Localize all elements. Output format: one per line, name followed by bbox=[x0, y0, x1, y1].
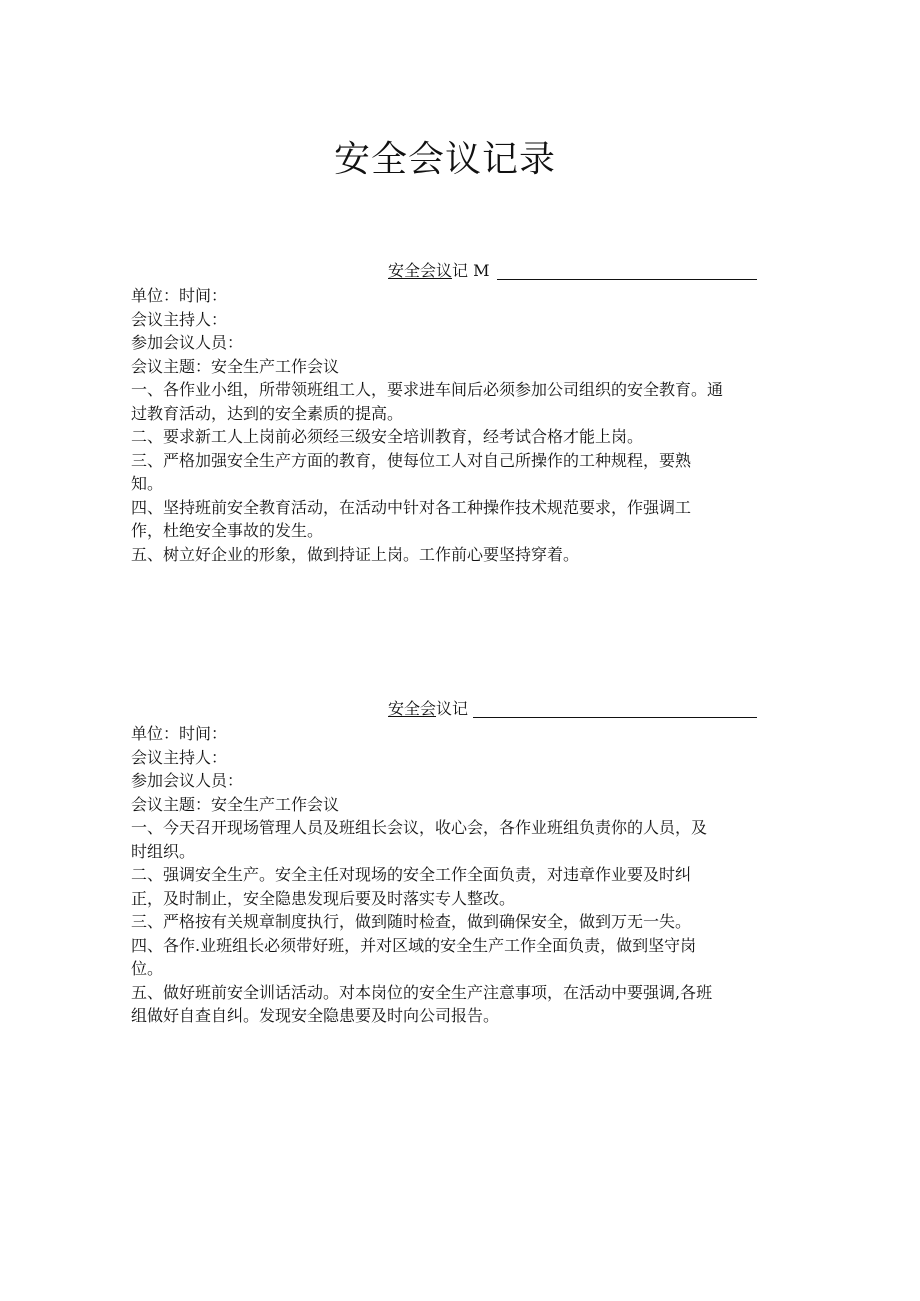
record-line: 作，杜绝安全事故的发生。 bbox=[131, 521, 324, 540]
record-heading-text bbox=[388, 260, 490, 282]
record-line: 过教育活动，达到的安全素质的提高。 bbox=[131, 403, 404, 423]
record-heading-rest: 记 M bbox=[452, 261, 490, 280]
record-line: 一、今天召开现场管理人员及班组长会议，收心会，各作业班组负责你的人员，及 bbox=[131, 818, 708, 837]
record-line: 参加会议人员： bbox=[131, 771, 244, 790]
record-heading bbox=[131, 258, 757, 284]
record-line: 五、做好班前安全训话活动。对本岗位的安全生产注意事项，在活动中要强调,各班 bbox=[131, 982, 713, 1002]
meeting-record-2 bbox=[131, 696, 771, 1028]
record-line: 参加会议人员： bbox=[131, 333, 244, 352]
record-heading-rest: 议记 bbox=[436, 699, 469, 718]
record-line: 知。 bbox=[131, 474, 164, 493]
record-heading-underlined: 安全会 bbox=[388, 699, 437, 718]
record-line: 四、坚持班前安全教育活动，在活动中针对各工种操作技术规范要求，作强调工 bbox=[131, 497, 692, 517]
record-line: 单位：时间： bbox=[131, 724, 228, 743]
meeting-record-1 bbox=[131, 258, 771, 566]
record-line: 会议主题：安全生产工作会议 bbox=[131, 794, 340, 814]
record-line: 会议主持人： bbox=[131, 309, 228, 329]
record-heading-blank-line bbox=[497, 279, 757, 280]
record-line: 时组织。 bbox=[131, 841, 196, 861]
record-line: 单位：时间： bbox=[131, 286, 228, 305]
record-heading-underlined: 安全会议 bbox=[388, 261, 453, 280]
record-line: 五、树立好企业的形象，做到持证上岗。工作前心要坚持穿着。 bbox=[131, 544, 580, 564]
record-line: 会议主题：安全生产工作会议 bbox=[131, 356, 340, 376]
record-line: 二、要求新工人上岗前必须经三级安全培训教育，经考试合格才能上岗。 bbox=[131, 427, 644, 446]
record-line: 组做好自查自纠。发现安全隐患要及时向公司报告。 bbox=[131, 1006, 500, 1025]
record-body bbox=[131, 722, 771, 1028]
record-line: 二、强调安全生产。安全主任对现场的安全工作全面负责，对违章作业要及时纠 bbox=[131, 865, 692, 884]
record-line: 会议主持人： bbox=[131, 747, 228, 767]
record-line: 一、各作业小组，所带领班组工人，要求进车间后必须参加公司组织的安全教育。通 bbox=[131, 380, 724, 399]
record-line: 正，及时制止，安全隐患发现后要及时落实专人整改。 bbox=[131, 888, 516, 908]
record-heading bbox=[131, 696, 757, 722]
record-line: 三、严格按有关规章制度执行，做到随时检查，做到确保安全，做到万无一失。 bbox=[131, 912, 692, 931]
page-title: 安全会议记录 bbox=[333, 139, 556, 180]
record-line: 四、各作.业班组长必须带好班，并对区域的安全生产工作全面负责，做到坚守岗 bbox=[131, 935, 697, 955]
record-line: 位。 bbox=[131, 959, 164, 978]
record-heading-text bbox=[388, 698, 468, 720]
record-heading-blank-line bbox=[473, 717, 757, 718]
record-line: 三、严格加强安全生产方面的教育，使每位工人对自己所操作的工种规程，要熟 bbox=[131, 450, 692, 470]
record-body bbox=[131, 284, 771, 566]
